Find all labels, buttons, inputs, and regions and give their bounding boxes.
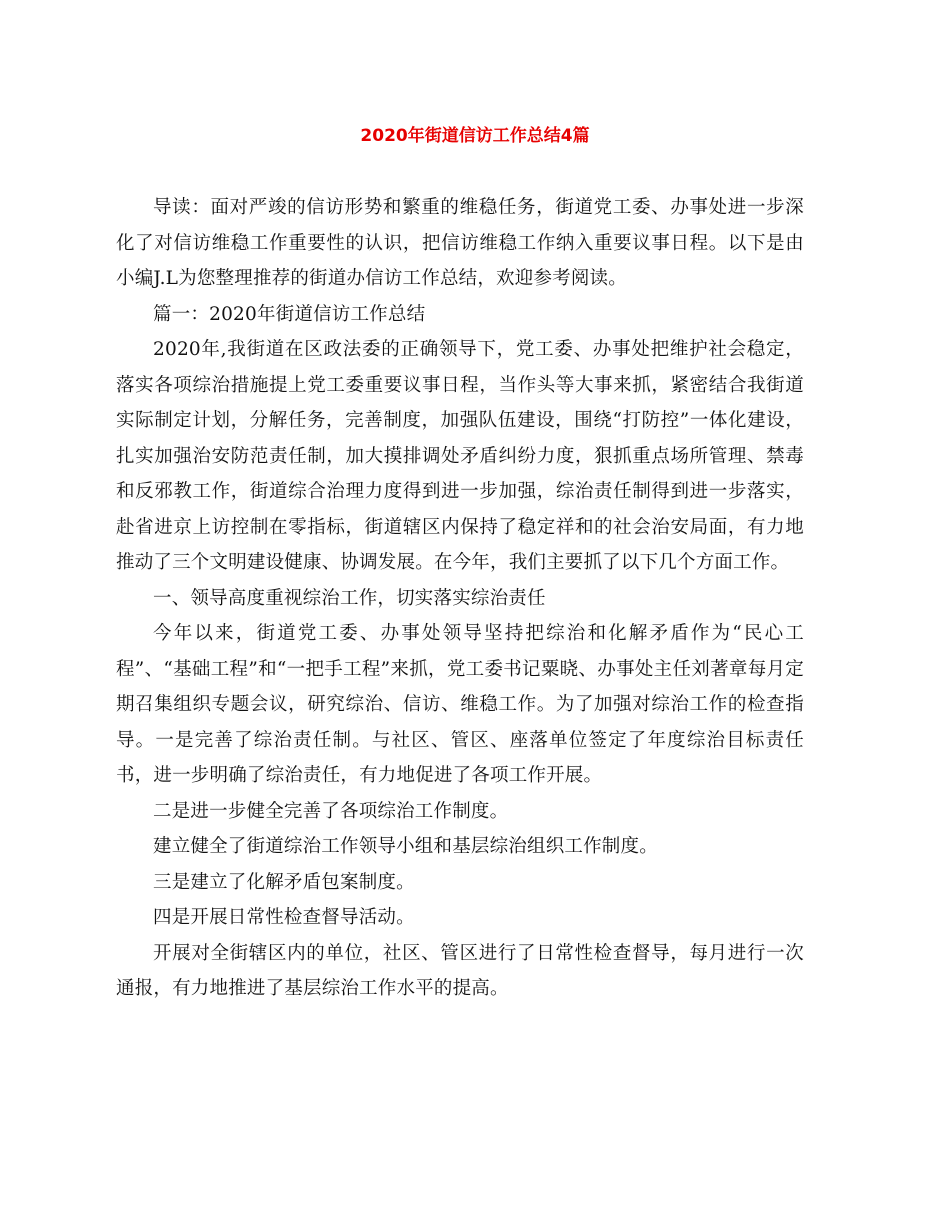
paragraph-heading-one: 一、领导高度重视综治工作，切实落实综治责任 [153, 587, 546, 609]
paragraph-intro: 导读：面对严竣的信访形势和繁重的维稳任务，街道党工委、办事处进一步深化了对信访维稳工作重要性的认识，把信访维稳工作纳入重要议事日程。以下是由小编J.L为您整理推荐的街道办信访工作总结，欢迎参考阅读。 [116, 197, 804, 289]
paragraph-overview: 2020年,我街道在区政法委的正确领导下，党工委、办事处把维护社会稳定，落实各项综治措施提上党工委重要议事日程，当作头等大事来抓，紧密结合我街道实际制定计划，分解任务，完善制度，加强队伍建设，围绕“打防控”一体化建设，扎实加强治安防范责任制，加大摸排调处矛盾纠纷力度，狠抓重点场所管理、禁毒和反邪教工作，街道综合治理力度得到进一步加强，综治责任制得到进一步落实，赴省进京上访控制在零指标，街道辖区内保持了稳定祥和的社会治安局面，有力地推动了三个文明建设健康、协调发展。在今年，我们主要抓了以下几个方面工作。 [116, 339, 804, 573]
paragraph-inspection: 开展对全街辖区内的单位，社区、管区进行了日常性检查督导，每月进行一次通报，有力地推进了基层综治工作水平的提高。 [116, 942, 804, 999]
paragraph-item-four: 四是开展日常性检查督导活动。 [153, 907, 415, 928]
paragraph-leadership: 今年以来，街道党工委、办事处领导坚持把综治和化解矛盾作为“民心工程”、“基础工程”和“一把手工程”来抓，党工委书记粟晓、办事处主任刘著章每月定期召集组织专题会议，研究综治、信访、维稳工作。为了加强对综治工作的检查指导。一是完善了综治责任制。与社区、管区、座落单位签定了年度综治目标责任书，进一步明确了综治责任，有力地促进了各项工作开展。 [116, 623, 804, 786]
document-title: 2020年街道信访工作总结4篇 [360, 126, 590, 146]
paragraph-item-three: 三是建立了化解矛盾包案制度。 [153, 871, 415, 893]
paragraph-item-two: 二是进一步健全完善了各项综治工作制度。 [153, 800, 509, 822]
paragraph-section-heading: 篇一：2020年街道信访工作总结 [153, 303, 426, 325]
document-body [116, 190, 804, 1007]
paragraph-system: 建立健全了街道综治工作领导小组和基层综治组织工作制度。 [153, 836, 658, 857]
